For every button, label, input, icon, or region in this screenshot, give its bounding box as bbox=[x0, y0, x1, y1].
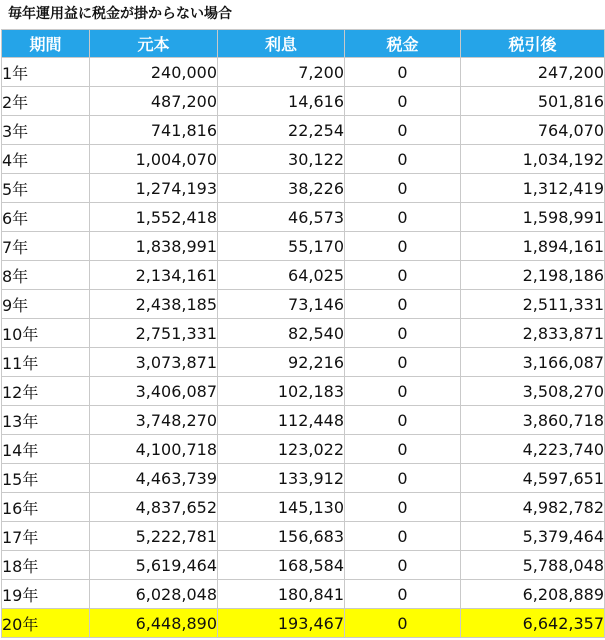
table-row bbox=[2, 406, 605, 435]
cell-after-tax: 5,788,048 bbox=[461, 551, 605, 580]
cell-period: 1年 bbox=[2, 58, 90, 87]
cell-interest: 64,025 bbox=[218, 261, 345, 290]
cell-after-tax: 4,597,651 bbox=[461, 464, 605, 493]
cell-tax: 0 bbox=[345, 580, 461, 609]
cell-principal: 4,837,652 bbox=[90, 493, 218, 522]
cell-interest: 102,183 bbox=[218, 377, 345, 406]
cell-after-tax: 501,816 bbox=[461, 87, 605, 116]
table-row bbox=[2, 580, 605, 609]
cell-after-tax: 3,166,087 bbox=[461, 348, 605, 377]
cell-tax: 0 bbox=[345, 348, 461, 377]
cell-principal: 1,274,193 bbox=[90, 174, 218, 203]
cell-after-tax: 1,598,991 bbox=[461, 203, 605, 232]
cell-interest: 30,122 bbox=[218, 145, 345, 174]
table-row bbox=[2, 551, 605, 580]
cell-tax: 0 bbox=[345, 232, 461, 261]
cell-interest: 22,254 bbox=[218, 116, 345, 145]
cell-interest: 145,130 bbox=[218, 493, 345, 522]
cell-interest: 55,170 bbox=[218, 232, 345, 261]
cell-tax: 0 bbox=[345, 406, 461, 435]
cell-period: 7年 bbox=[2, 232, 90, 261]
cell-period: 5年 bbox=[2, 174, 90, 203]
cell-interest: 92,216 bbox=[218, 348, 345, 377]
cell-period: 17年 bbox=[2, 522, 90, 551]
table-row bbox=[2, 377, 605, 406]
cell-principal: 4,463,739 bbox=[90, 464, 218, 493]
cell-period: 14年 bbox=[2, 435, 90, 464]
table-row bbox=[2, 522, 605, 551]
cell-principal: 4,100,718 bbox=[90, 435, 218, 464]
cell-period: 16年 bbox=[2, 493, 90, 522]
cell-tax: 0 bbox=[345, 435, 461, 464]
cell-tax: 0 bbox=[345, 522, 461, 551]
cell-after-tax: 2,511,331 bbox=[461, 290, 605, 319]
tax-simulation-table bbox=[1, 29, 605, 638]
cell-interest: 180,841 bbox=[218, 580, 345, 609]
cell-after-tax: 764,070 bbox=[461, 116, 605, 145]
cell-period: 2年 bbox=[2, 87, 90, 116]
cell-period: 11年 bbox=[2, 348, 90, 377]
cell-tax: 0 bbox=[345, 493, 461, 522]
cell-period: 4年 bbox=[2, 145, 90, 174]
table-row bbox=[2, 435, 605, 464]
cell-period: 3年 bbox=[2, 116, 90, 145]
cell-period: 8年 bbox=[2, 261, 90, 290]
cell-principal: 1,004,070 bbox=[90, 145, 218, 174]
cell-principal: 5,222,781 bbox=[90, 522, 218, 551]
cell-tax: 0 bbox=[345, 464, 461, 493]
table-row bbox=[2, 290, 605, 319]
cell-after-tax: 4,223,740 bbox=[461, 435, 605, 464]
cell-period: 9年 bbox=[2, 290, 90, 319]
table-row bbox=[2, 493, 605, 522]
table-row bbox=[2, 58, 605, 87]
cell-tax: 0 bbox=[345, 290, 461, 319]
cell-principal: 1,552,418 bbox=[90, 203, 218, 232]
cell-tax: 0 bbox=[345, 87, 461, 116]
cell-tax: 0 bbox=[345, 319, 461, 348]
cell-tax: 0 bbox=[345, 609, 461, 638]
table-row bbox=[2, 464, 605, 493]
cell-after-tax: 6,642,357 bbox=[461, 609, 605, 638]
cell-interest: 82,540 bbox=[218, 319, 345, 348]
cell-after-tax: 3,860,718 bbox=[461, 406, 605, 435]
cell-period: 20年 bbox=[2, 609, 90, 638]
cell-principal: 487,200 bbox=[90, 87, 218, 116]
cell-after-tax: 6,208,889 bbox=[461, 580, 605, 609]
cell-interest: 112,448 bbox=[218, 406, 345, 435]
cell-principal: 3,073,871 bbox=[90, 348, 218, 377]
cell-interest: 46,573 bbox=[218, 203, 345, 232]
cell-after-tax: 2,198,186 bbox=[461, 261, 605, 290]
cell-tax: 0 bbox=[345, 551, 461, 580]
cell-interest: 168,584 bbox=[218, 551, 345, 580]
cell-principal: 2,751,331 bbox=[90, 319, 218, 348]
header-period: 期間 bbox=[2, 30, 90, 58]
cell-principal: 3,748,270 bbox=[90, 406, 218, 435]
table-row bbox=[2, 87, 605, 116]
table-row bbox=[2, 203, 605, 232]
table-row bbox=[2, 348, 605, 377]
cell-tax: 0 bbox=[345, 261, 461, 290]
table-row bbox=[2, 232, 605, 261]
header-tax: 税金 bbox=[345, 30, 461, 58]
cell-after-tax: 3,508,270 bbox=[461, 377, 605, 406]
cell-after-tax: 1,894,161 bbox=[461, 232, 605, 261]
cell-after-tax: 1,034,192 bbox=[461, 145, 605, 174]
header-after-tax: 税引後 bbox=[461, 30, 605, 58]
cell-principal: 2,438,185 bbox=[90, 290, 218, 319]
header-interest: 利息 bbox=[218, 30, 345, 58]
cell-principal: 2,134,161 bbox=[90, 261, 218, 290]
cell-interest: 133,912 bbox=[218, 464, 345, 493]
cell-period: 18年 bbox=[2, 551, 90, 580]
cell-tax: 0 bbox=[345, 145, 461, 174]
cell-interest: 193,467 bbox=[218, 609, 345, 638]
cell-principal: 6,028,048 bbox=[90, 580, 218, 609]
cell-period: 10年 bbox=[2, 319, 90, 348]
cell-principal: 1,838,991 bbox=[90, 232, 218, 261]
cell-after-tax: 247,200 bbox=[461, 58, 605, 87]
cell-tax: 0 bbox=[345, 377, 461, 406]
cell-after-tax: 5,379,464 bbox=[461, 522, 605, 551]
cell-principal: 741,816 bbox=[90, 116, 218, 145]
table-row bbox=[2, 116, 605, 145]
page-title: 毎年運用益に税金が掛からない場合 bbox=[8, 6, 232, 22]
cell-principal: 3,406,087 bbox=[90, 377, 218, 406]
cell-interest: 156,683 bbox=[218, 522, 345, 551]
cell-after-tax: 2,833,871 bbox=[461, 319, 605, 348]
cell-interest: 7,200 bbox=[218, 58, 345, 87]
table-row bbox=[2, 319, 605, 348]
cell-period: 19年 bbox=[2, 580, 90, 609]
table-body bbox=[2, 58, 605, 638]
cell-principal: 240,000 bbox=[90, 58, 218, 87]
table-row bbox=[2, 261, 605, 290]
cell-interest: 73,146 bbox=[218, 290, 345, 319]
cell-after-tax: 1,312,419 bbox=[461, 174, 605, 203]
table-row bbox=[2, 609, 605, 638]
table-header-row bbox=[2, 30, 605, 58]
cell-period: 15年 bbox=[2, 464, 90, 493]
cell-tax: 0 bbox=[345, 116, 461, 145]
cell-principal: 6,448,890 bbox=[90, 609, 218, 638]
cell-after-tax: 4,982,782 bbox=[461, 493, 605, 522]
table-row bbox=[2, 174, 605, 203]
cell-tax: 0 bbox=[345, 174, 461, 203]
cell-interest: 14,616 bbox=[218, 87, 345, 116]
cell-tax: 0 bbox=[345, 203, 461, 232]
cell-period: 12年 bbox=[2, 377, 90, 406]
header-principal: 元本 bbox=[90, 30, 218, 58]
cell-period: 13年 bbox=[2, 406, 90, 435]
cell-principal: 5,619,464 bbox=[90, 551, 218, 580]
cell-interest: 38,226 bbox=[218, 174, 345, 203]
cell-interest: 123,022 bbox=[218, 435, 345, 464]
table-row bbox=[2, 145, 605, 174]
cell-period: 6年 bbox=[2, 203, 90, 232]
cell-tax: 0 bbox=[345, 58, 461, 87]
